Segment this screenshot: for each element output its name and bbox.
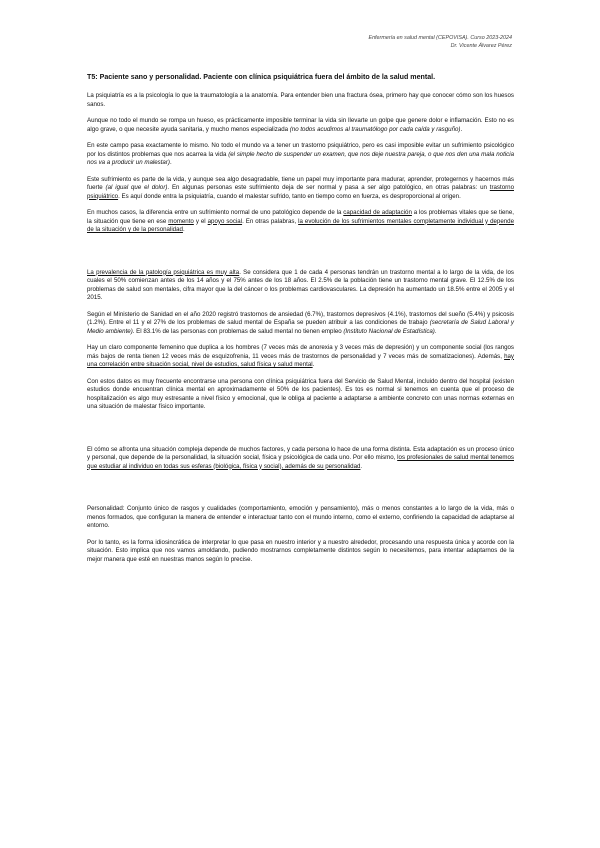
document-body: [87, 72, 514, 572]
paragraph-analogy: Aunque no todo el mundo se rompa un hueso, es prácticamente imposible terminar la vida sin llevarte un golpe que genere dolor e inflamación. Esto no es algo grave, o que necesite ayuda sanitaria, y mucho menos especializada (no todos acudimos al traumatólogo por cada caída y rasguño).: [87, 117, 514, 133]
paragraph-ministry: Según el Ministerio de Sanidad en el año 2020 registró trastornos de ansiedad (6.7%), trastornos depresivos (4.1%), trastornos del sueño (5.4%) y psicosis (1.2%). Entre el 11 y el 27% de los problemas de salud mental de España se pueden atribuir a las condiciones de trabajo (secretaría de Salud Laboral y Medio ambiente). El 83.1% de las personas con problemas de salud mental no tienen empleo (Instituto Nacional de Estadística).: [87, 310, 515, 335]
author-line: Dr. Vicente Álvarez Pérez: [450, 43, 512, 49]
paragraph-suffering: En este campo pasa exactamente lo mismo. No todo el mundo va a tener un trastorno psiquiátrico, pero es casi imposible evitar un sufrimiento psicológico por los distintos problemas que nos acarrea la vida (el simple hecho de suspender un examen, que nos deje nuestra pareja, o que nos den una mala noticia nos va a producir un malestar).: [87, 142, 514, 166]
paragraph-adaptation: En muchos casos, la diferencia entre un sufrimiento normal de uno patológico depende de la capacidad de adaptación a los problemas vitales que se tiene, la situación que tiene en ese momento y el apoyo social. En otras palabras, la evolución de los sufrimientos mentales completamente individual y depende de la situación y de la personalidad.: [87, 209, 514, 233]
paragraph-hospital: Con estos datos es muy frecuente encontrarse una persona con clínica psiquiátrica fuera del Servicio de Salud Mental, incluido dentro del hospital (existen estudios donde encuentran clínica mental en aproximadamente el 50% de los pacientes). Es tos es normal si tenemos en cuenta que el proceso de hospitalización es algo muy estresante a nivel físico y emocional, que le obliga al paciente a adaptarse a ambiente concreto con unas normas externas en una situación de malestar físico importante.: [87, 377, 514, 410]
page-header: [368, 34, 512, 50]
paragraph-prevalence: La prevalencia de la patología psiquiátrica es muy alta. Se considera que 1 de cada 4 personas tendrán un trastorno mental a lo largo de la vida, de los cuales el 50% comienzan antes de los 14 años y el 75% antes de los 18 años. El 2.5% de la población tiene un trastorno mental grave. El 12.5% de los problemas de salud son mentales, cifra mayor que la del cáncer o los problemas cardiovasculares. La depresión ha aumentado un 18.5% entre el 2005 y el 2015.: [87, 268, 514, 301]
paragraph-coping: El cómo se afronta una situación compleja depende de muchos factores, y cada persona lo hace de una forma distinta. Esta adaptación es un proceso único y personal, que depende de la personalidad, la situación social, física y psicológica de cada uno. Por ello mismo, los profesionales de salud mental tenemos que estudiar al individuo en todas sus esferas (biológica, física y social), además de su personalidad.: [87, 445, 514, 470]
paragraph-intro: La psiquiatría es a la psicología lo que la traumatología a la anatomía. Para entender bien una fractura ósea, primero hay que conocer cómo son los huesos sanos.: [87, 92, 514, 108]
paragraph-personality-adaptation: Por lo tanto, es la forma idiosincrática de interpretar lo que pasa en nuestro interior y a nuestro alrededor, procesando una respuesta única y acorde con la situación. Esto implica que nos vamos amoldando, pudiendo mostrarnos completamente distintos según lo necesitemos, para intentar adaptarnos de la mejor manera que esté en nuestras manos según lo precise.: [87, 538, 514, 563]
paragraph-pathology: Este sufrimiento es parte de la vida, y aunque sea algo desagradable, tiene un papel muy importante para madurar, aprender, protegernos y hacernos más fuerte (al igual que el dolor). En algunas personas este sufrimiento deja de ser normal y pasa a ser algo patológico, en otras palabras: un trastorno psiquiátrico. Es aquí donde entra la psiquiatría, cuando el malestar sufrido, tanto en tiempo como en fuerza, es desproporcional al origen.: [87, 175, 514, 200]
paragraph-social: Hay un claro componente femenino que duplica a los hombres (7 veces más de anorexia y 3 veces más de depresión) y un componente social (los rangos más bajos de renta tienen 12 veces más de esquizofrenia, 11 veces más de trastornos de personalidad y 7 veces más de somatizaciones). Además, hay una correlación entre situación social, nivel de estudios, salud física y salud mental.: [87, 344, 514, 368]
course-line: Enfermería en salud mental (CEPOVISA). Curso 2023-2024: [368, 35, 512, 41]
paragraph-personality-definition: Personalidad: Conjunto único de rasgos y cualidades (comportamiento, emoción y pensamiento), más o menos constantes a lo largo de la vida, más o menos formados, que configuran la manera de entender e interactuar tanto con el mundo interno, como el externo, confiriendo la capacidad de adaptarse al entorno.: [87, 505, 514, 529]
section-title: T5: Paciente sano y personalidad. Paciente con clínica psiquiátrica fuera del ámbito de la salud mental.: [87, 73, 436, 81]
